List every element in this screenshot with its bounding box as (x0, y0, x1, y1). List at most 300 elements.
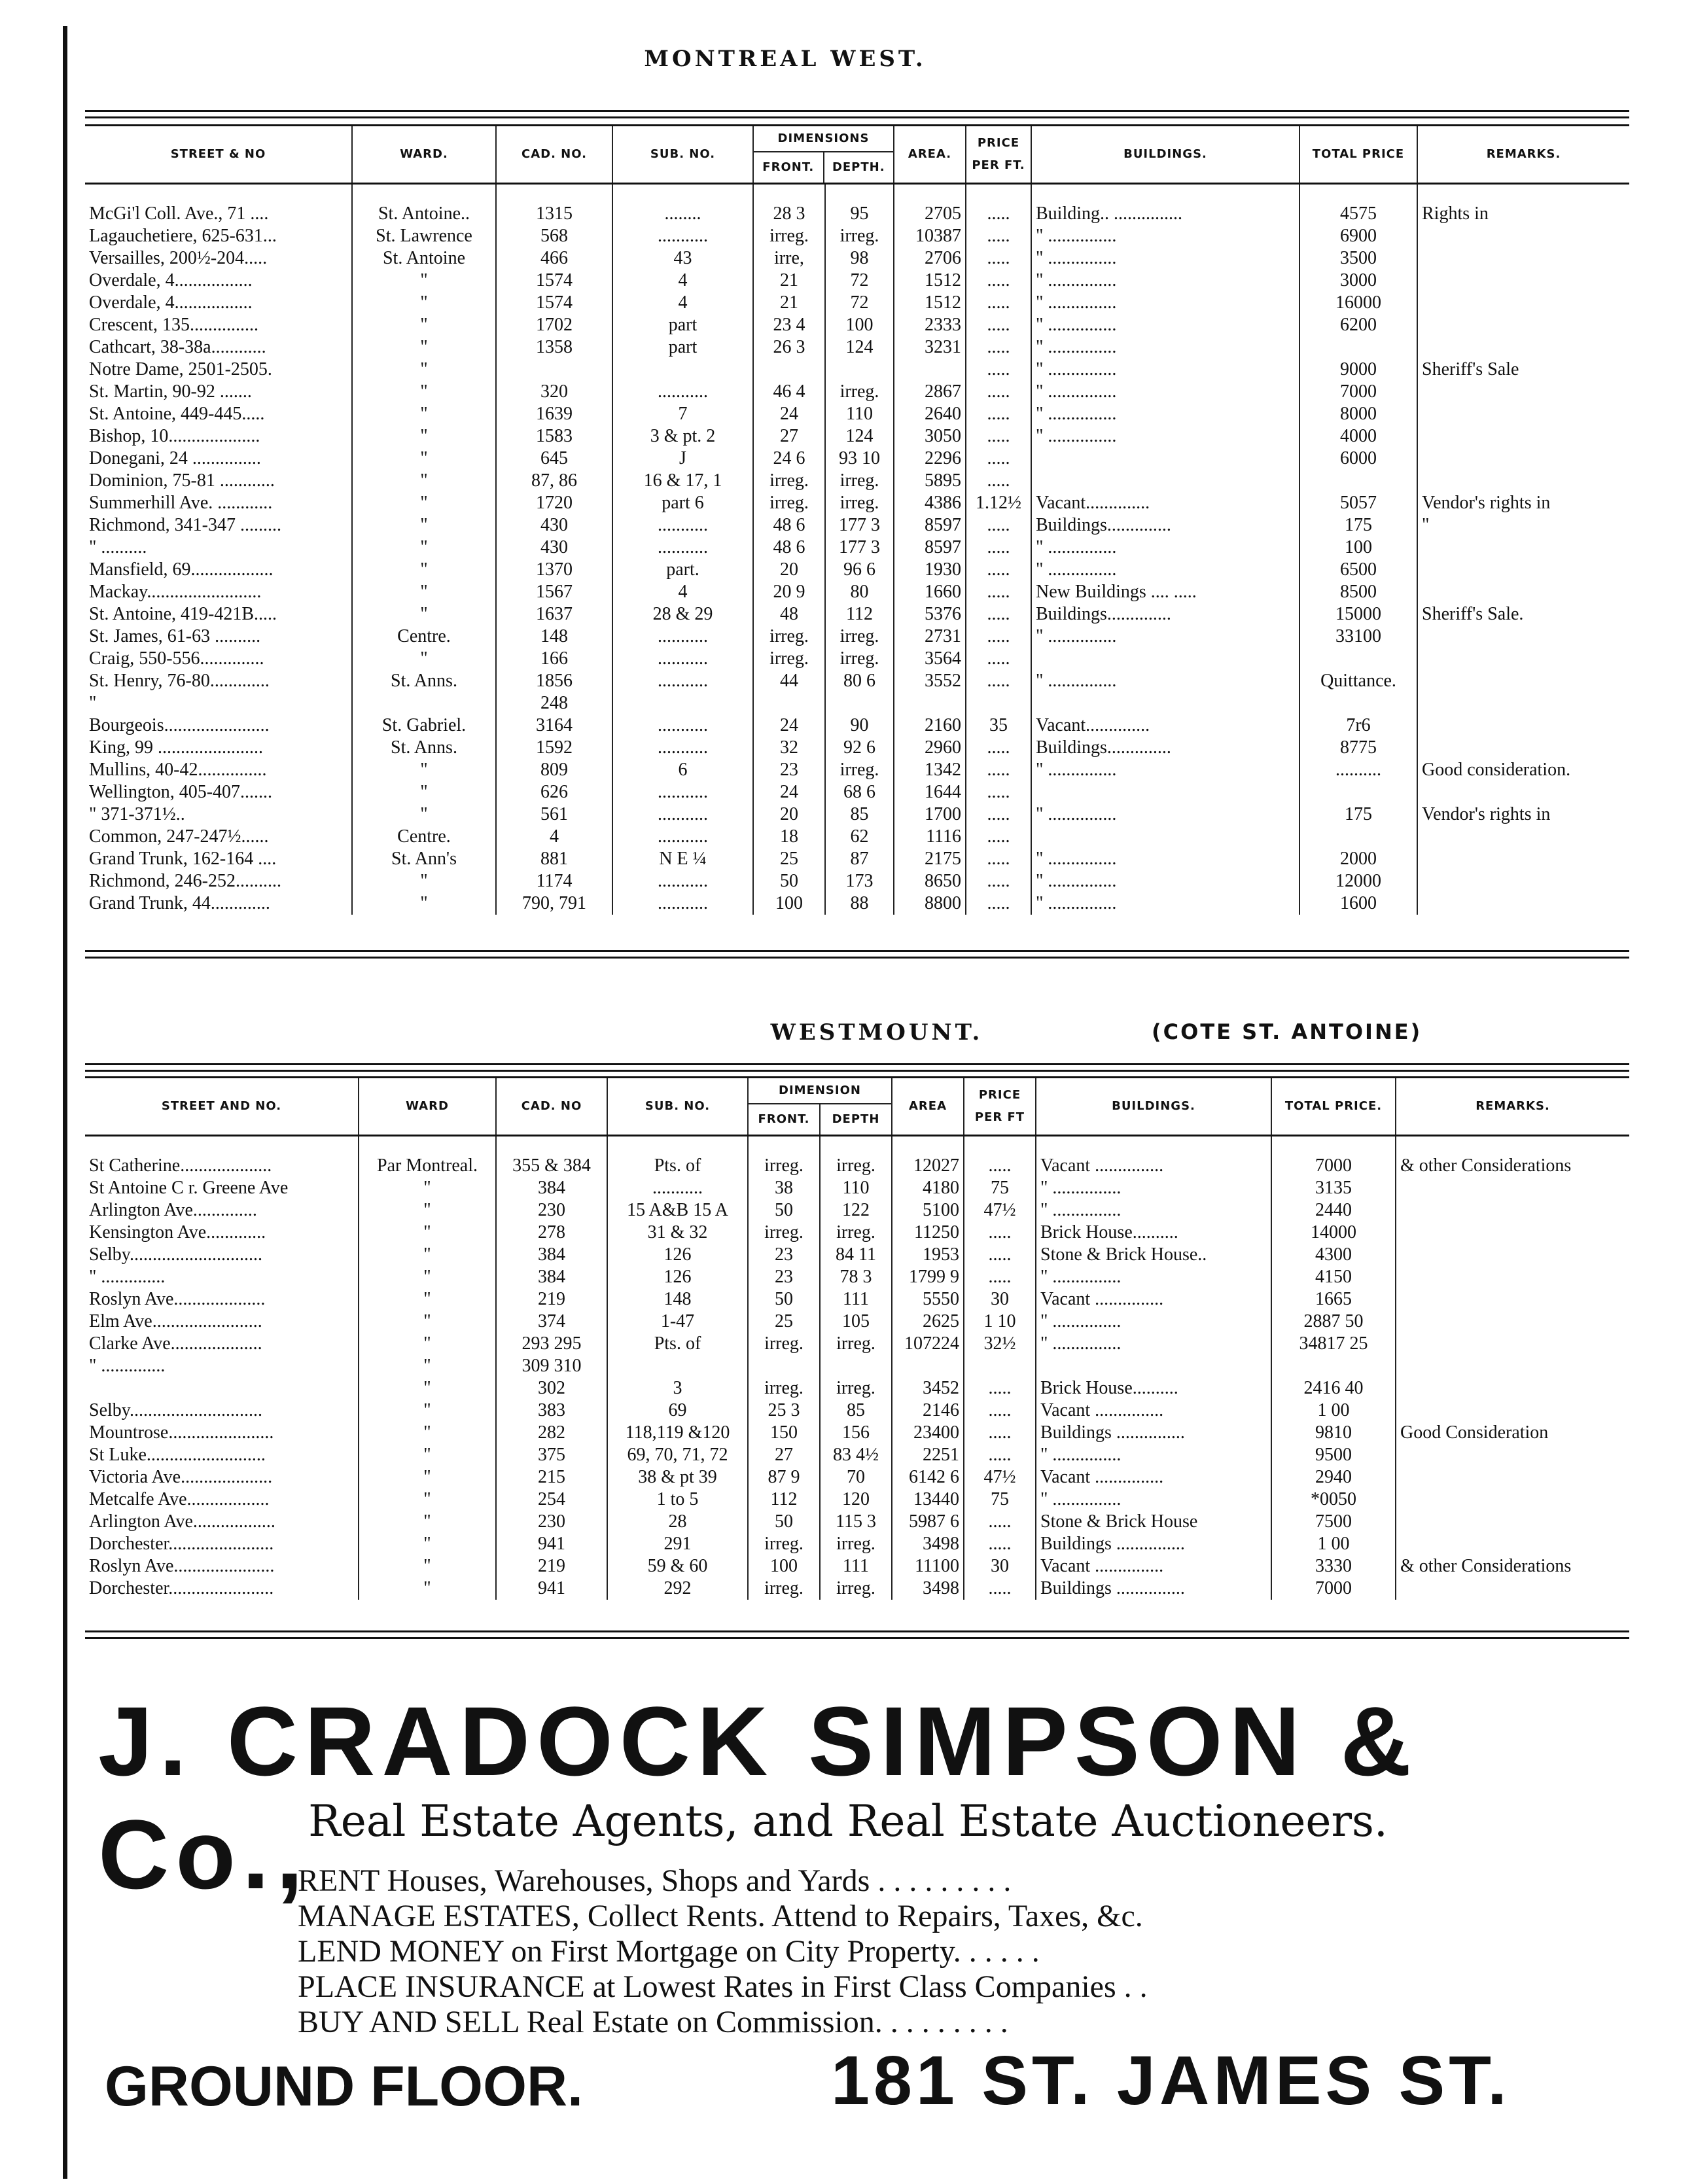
cell-total: 6000 (1299, 448, 1417, 470)
cell-buildings: " ............... (1036, 1177, 1271, 1199)
cell-depth: irreg. (825, 625, 894, 648)
cell-street: Crescent, 135............... (85, 314, 352, 336)
cell-total: 7500 (1271, 1511, 1396, 1533)
cell-buildings: " ............... (1031, 381, 1299, 403)
cell-depth: 156 (820, 1422, 892, 1444)
montreal-west-table (85, 124, 1629, 915)
cell-depth: 87 (825, 848, 894, 870)
cell-area: 2867 (894, 381, 966, 403)
divider (85, 110, 1629, 112)
cell-front: 150 (748, 1422, 820, 1444)
cell-area (894, 692, 966, 714)
header-dimensions (748, 1078, 892, 1136)
cell-buildings: " ............... (1031, 292, 1299, 314)
cell-buildings: Vacant ............... (1036, 1288, 1271, 1311)
cell-sub: ........... (612, 892, 753, 915)
cell-street: Dominion, 75-81 ............ (85, 470, 352, 492)
cell-total: 1665 (1271, 1288, 1396, 1311)
cell-remarks: Good Consideration (1400, 1422, 1549, 1443)
cell-depth (825, 692, 894, 714)
divider (85, 1637, 1629, 1639)
table-row (85, 1511, 1629, 1533)
cell-area: 5895 (894, 470, 966, 492)
cell-depth: 110 (820, 1177, 892, 1199)
cell-street: Cathcart, 38-38a............ (85, 336, 352, 359)
cell-remarks (1396, 1266, 1629, 1288)
westmount-table (85, 1076, 1629, 1600)
cell-sub: 31 & 32 (607, 1222, 748, 1244)
cell-total: 6200 (1299, 314, 1417, 336)
cell-cad: 1592 (496, 737, 612, 759)
cell-cad: 375 (496, 1444, 607, 1466)
cell-ward: Centre. (352, 826, 496, 848)
cell-total: 100 (1299, 537, 1417, 559)
cell-front: 25 (748, 1311, 820, 1333)
cell-price (966, 692, 1031, 714)
cell-total: 2940 (1271, 1466, 1396, 1488)
cell-depth: 96 6 (825, 559, 894, 581)
cell-front: 24 6 (753, 448, 825, 470)
cell-price: ..... (966, 625, 1031, 648)
cell-depth: 112 (825, 603, 894, 625)
cell-price: ..... (964, 1511, 1036, 1533)
cell-front: 27 (753, 425, 825, 448)
header-buildings: BUILDINGS. (1031, 126, 1299, 184)
table-row (85, 1155, 1629, 1177)
advert-footer-address: 181 ST. JAMES ST. (831, 2042, 1511, 2119)
cell-front: 24 (753, 403, 825, 425)
cell-front: 23 (748, 1244, 820, 1266)
cell-price: 75 (964, 1488, 1036, 1511)
cell-price: ..... (966, 225, 1031, 247)
cell-ward: " (352, 581, 496, 603)
cell-total: 12000 (1299, 870, 1417, 892)
cell-sub: 59 & 60 (607, 1555, 748, 1577)
cell-sub: ........... (612, 225, 753, 247)
cell-area: 8650 (894, 870, 966, 892)
cell-sub: N E ¼ (612, 848, 753, 870)
cell-total (1299, 336, 1417, 359)
table-row (85, 692, 1629, 714)
cell-cad: 790, 791 (496, 892, 612, 915)
header-total: TOTAL PRICE (1299, 126, 1417, 184)
cell-depth: 70 (820, 1466, 892, 1488)
cell-price: 30 (964, 1555, 1036, 1577)
table-row (85, 714, 1629, 737)
cell-cad: 1720 (496, 492, 612, 514)
cell-sub: Pts. of (607, 1155, 748, 1177)
cell-sub: ........... (612, 514, 753, 537)
cell-remarks: Vendor's rights in (1422, 493, 1551, 513)
cell-street: McGi'l Coll. Ave., 71 .... (85, 203, 352, 225)
table-row (85, 537, 1629, 559)
cell-cad: 248 (496, 692, 612, 714)
cell-remarks: & other Considerations (1400, 1155, 1572, 1176)
table-row (85, 803, 1629, 826)
table-row (85, 247, 1629, 270)
cell-buildings: " ............... (1031, 803, 1299, 826)
cell-depth: irreg. (825, 225, 894, 247)
cell-ward: " (352, 537, 496, 559)
cell-front: 26 3 (753, 336, 825, 359)
cell-price: ..... (966, 781, 1031, 803)
table-row (85, 848, 1629, 870)
cell-total: 3135 (1271, 1177, 1396, 1199)
cell-street: Mansfield, 69.................. (85, 559, 352, 581)
cell-buildings: Vacant.............. (1031, 714, 1299, 737)
cell-sub: 292 (607, 1577, 748, 1600)
cell-street: " (85, 692, 352, 714)
cell-depth: 177 3 (825, 514, 894, 537)
table-row (85, 1577, 1629, 1600)
cell-cad: 219 (496, 1288, 607, 1311)
divider (85, 950, 1629, 952)
cell-remarks (1396, 1377, 1629, 1400)
cell-remarks (1417, 870, 1629, 892)
cell-ward: St. Anns. (352, 737, 496, 759)
cell-street: Wellington, 405-407....... (85, 781, 352, 803)
cell-ward: " (359, 1511, 496, 1533)
cell-street: Kensington Ave............. (85, 1222, 359, 1244)
cell-ward: St. Antoine (352, 247, 496, 270)
cell-ward: " (352, 492, 496, 514)
cell-sub: 7 (612, 403, 753, 425)
header-cad: CAD. NO (496, 1078, 607, 1136)
cell-cad: 1358 (496, 336, 612, 359)
cell-cad: 1567 (496, 581, 612, 603)
cell-buildings: Buildings.............. (1031, 514, 1299, 537)
cell-depth: 105 (820, 1311, 892, 1333)
cell-cad: 320 (496, 381, 612, 403)
cell-area: 4386 (894, 492, 966, 514)
cell-price: ..... (964, 1444, 1036, 1466)
cell-ward: " (352, 314, 496, 336)
table-row (85, 1488, 1629, 1511)
cell-total: 15000 (1299, 603, 1417, 625)
cell-front: 23 (753, 759, 825, 781)
cell-street: Bishop, 10.................... (85, 425, 352, 448)
cell-remarks (1396, 1244, 1629, 1266)
cell-area: 2625 (892, 1311, 964, 1333)
cell-total: 1600 (1299, 892, 1417, 915)
cell-ward: " (352, 336, 496, 359)
cell-buildings: " ............... (1031, 892, 1299, 915)
cell-cad: 1637 (496, 603, 612, 625)
cell-buildings (1031, 781, 1299, 803)
cell-ward: St. Ann's (352, 848, 496, 870)
table-row (85, 1311, 1629, 1333)
cell-price: ..... (966, 425, 1031, 448)
cell-cad: 278 (496, 1222, 607, 1244)
divider (85, 957, 1629, 959)
header-depth: DEPTH (832, 1112, 880, 1126)
header-area: AREA (892, 1078, 964, 1136)
cell-area: 2296 (894, 448, 966, 470)
cell-total (1299, 826, 1417, 848)
cell-total: .......... (1299, 759, 1417, 781)
cell-front: 50 (748, 1511, 820, 1533)
cell-street: St Catherine.................... (85, 1155, 359, 1177)
cell-front (753, 692, 825, 714)
cell-depth: 78 3 (820, 1266, 892, 1288)
cell-remarks (1417, 848, 1629, 870)
table-row (85, 492, 1629, 514)
cell-area: 3552 (894, 670, 966, 692)
cell-area: 3231 (894, 336, 966, 359)
cell-street: Roslyn Ave...................... (85, 1555, 359, 1577)
cell-remarks (1396, 1222, 1629, 1244)
cell-street: Victoria Ave.................... (85, 1466, 359, 1488)
table-row (85, 359, 1629, 381)
cell-sub: 118,119 &120 (607, 1422, 748, 1444)
cell-remarks (1417, 826, 1629, 848)
cell-remarks (1417, 403, 1629, 425)
cell-buildings: New Buildings .... ..... (1031, 581, 1299, 603)
cell-area: 10387 (894, 225, 966, 247)
cell-sub: 28 & 29 (612, 603, 753, 625)
cell-front: 44 (753, 670, 825, 692)
cell-remarks (1417, 381, 1629, 403)
cell-ward: St. Anns. (352, 670, 496, 692)
cell-street: King, 99 ....................... (85, 737, 352, 759)
cell-price: ..... (964, 1422, 1036, 1444)
cell-remarks (1417, 225, 1629, 247)
cell-total: 9000 (1299, 359, 1417, 381)
cell-price: ..... (966, 537, 1031, 559)
cell-sub: 3 (607, 1377, 748, 1400)
cell-ward: " (352, 870, 496, 892)
cell-front: 23 (748, 1266, 820, 1288)
cell-street (85, 1377, 359, 1400)
cell-sub: 38 & pt 39 (607, 1466, 748, 1488)
cell-front: 24 (753, 714, 825, 737)
cell-sub: part (612, 336, 753, 359)
cell-street: St. Antoine, 419-421B..... (85, 603, 352, 625)
cell-remarks (1396, 1177, 1629, 1199)
cell-total: 4300 (1271, 1244, 1396, 1266)
cell-cad: 293 295 (496, 1333, 607, 1355)
cell-front: irreg. (748, 1533, 820, 1555)
cell-sub: ........... (612, 870, 753, 892)
westmount-title: WESTMOUNT. (770, 1019, 983, 1046)
cell-price: ..... (966, 359, 1031, 381)
cell-ward: " (352, 470, 496, 492)
header-remarks: REMARKS. (1396, 1078, 1629, 1136)
cell-cad: 430 (496, 537, 612, 559)
header-remarks: REMARKS. (1417, 126, 1629, 184)
cell-front: 21 (753, 270, 825, 292)
table-row (85, 292, 1629, 314)
cell-front: irreg. (753, 492, 825, 514)
divider (85, 116, 1629, 118)
cell-street: Roslyn Ave.................... (85, 1288, 359, 1311)
cell-street: Mountrose....................... (85, 1422, 359, 1444)
table-row (85, 1266, 1629, 1288)
cell-ward: " (359, 1466, 496, 1488)
table-row (85, 892, 1629, 915)
cell-price: ..... (966, 403, 1031, 425)
cell-total: 175 (1299, 803, 1417, 826)
cell-price: ..... (966, 670, 1031, 692)
cell-sub: 4 (612, 270, 753, 292)
table-row (85, 514, 1629, 537)
cell-ward: " (359, 1577, 496, 1600)
cell-street: Common, 247-247½...... (85, 826, 352, 848)
cell-buildings: " ............... (1031, 870, 1299, 892)
cell-sub: ........... (607, 1177, 748, 1199)
cell-buildings (1031, 470, 1299, 492)
cell-price: 47½ (964, 1466, 1036, 1488)
cell-ward: " (359, 1377, 496, 1400)
cell-sub: 1-47 (607, 1311, 748, 1333)
cell-cad: 215 (496, 1466, 607, 1488)
spacer-row (85, 184, 1629, 203)
table-row (85, 1377, 1629, 1400)
cell-area: 2706 (894, 247, 966, 270)
cell-ward: " (359, 1555, 496, 1577)
cell-total: 3500 (1299, 247, 1417, 270)
cell-front: irreg. (753, 648, 825, 670)
cell-total: 7r6 (1299, 714, 1417, 737)
cell-ward: " (352, 803, 496, 826)
table-row (85, 314, 1629, 336)
cell-cad: 230 (496, 1511, 607, 1533)
cell-total: *0050 (1271, 1488, 1396, 1511)
cell-sub: ........... (612, 537, 753, 559)
cell-buildings: Vacant ............... (1036, 1155, 1271, 1177)
cell-front: 20 9 (753, 581, 825, 603)
cell-sub: J (612, 448, 753, 470)
cell-depth: 72 (825, 270, 894, 292)
cell-price: ..... (966, 336, 1031, 359)
cell-price: ..... (966, 759, 1031, 781)
cell-remarks (1417, 537, 1629, 559)
cell-buildings: Brick House.......... (1036, 1377, 1271, 1400)
cell-front: 48 (753, 603, 825, 625)
cell-buildings (1031, 826, 1299, 848)
cell-street: Overdale, 4................. (85, 292, 352, 314)
cell-street: " .............. (85, 1355, 359, 1377)
cell-street: Bourgeois....................... (85, 714, 352, 737)
cell-ward: " (359, 1288, 496, 1311)
cell-buildings: " ............... (1031, 625, 1299, 648)
cell-sub: part. (612, 559, 753, 581)
cell-depth: 72 (825, 292, 894, 314)
cell-buildings: " ............... (1031, 359, 1299, 381)
cell-buildings: " ............... (1036, 1333, 1271, 1355)
cell-remarks (1417, 559, 1629, 581)
cell-front: 27 (748, 1444, 820, 1466)
cell-cad: 4 (496, 826, 612, 848)
cell-sub: ........... (612, 625, 753, 648)
cell-sub: ........... (612, 381, 753, 403)
cell-price: ..... (966, 203, 1031, 225)
cell-buildings: Building.. ............... (1031, 203, 1299, 225)
cell-price: ..... (966, 870, 1031, 892)
advert-tagline: Real Estate Agents, and Real Estate Auctioneers. (308, 1796, 1388, 1846)
header-price: PRICE PER FT (964, 1078, 1036, 1136)
cell-depth: 111 (820, 1288, 892, 1311)
table-row (85, 759, 1629, 781)
table-row (85, 425, 1629, 448)
table-row (85, 625, 1629, 648)
cell-ward: " (352, 403, 496, 425)
westmount-subtitle: (COTE ST. ANTOINE) (1152, 1019, 1422, 1044)
cell-area: 2160 (894, 714, 966, 737)
cell-sub: 148 (607, 1288, 748, 1311)
cell-street: Donegani, 24 ............... (85, 448, 352, 470)
cell-price: ..... (966, 292, 1031, 314)
table-row (85, 781, 1629, 803)
cell-total: 5057 (1299, 492, 1417, 514)
cell-area: 5987 6 (892, 1511, 964, 1533)
header-front: FRONT. (754, 152, 824, 183)
cell-ward: " (352, 448, 496, 470)
cell-buildings (1031, 692, 1299, 714)
cell-remarks (1417, 448, 1629, 470)
cell-ward: " (359, 1177, 496, 1199)
cell-buildings (1031, 648, 1299, 670)
table-row (85, 403, 1629, 425)
cell-ward: Par Montreal. (359, 1155, 496, 1177)
cell-front: 100 (748, 1555, 820, 1577)
cell-price: ..... (966, 448, 1031, 470)
cell-cad (496, 359, 612, 381)
cell-front: 32 (753, 737, 825, 759)
cell-cad: 384 (496, 1266, 607, 1288)
header-ward: WARD (359, 1078, 496, 1136)
cell-price: 75 (964, 1177, 1036, 1199)
cell-cad: 881 (496, 848, 612, 870)
cell-total: 33100 (1299, 625, 1417, 648)
cell-remarks (1417, 292, 1629, 314)
cell-street: Metcalfe Ave.................. (85, 1488, 359, 1511)
cell-area: 5100 (892, 1199, 964, 1222)
cell-street: Overdale, 4................. (85, 270, 352, 292)
header-street: STREET AND NO. (85, 1078, 359, 1136)
cell-price: ..... (964, 1266, 1036, 1288)
table-row (85, 1422, 1629, 1444)
cell-remarks: & other Considerations (1400, 1556, 1572, 1576)
cell-total (1299, 781, 1417, 803)
cell-total: 4575 (1299, 203, 1417, 225)
cell-cad: 3164 (496, 714, 612, 737)
cell-remarks (1396, 1488, 1629, 1511)
cell-price: ..... (966, 603, 1031, 625)
table-row (85, 1333, 1629, 1355)
cell-depth: irreg. (825, 648, 894, 670)
table-row (85, 448, 1629, 470)
cell-total: 3000 (1299, 270, 1417, 292)
cell-sub: 126 (607, 1244, 748, 1266)
cell-depth: irreg. (820, 1333, 892, 1355)
cell-area: 4180 (892, 1177, 964, 1199)
cell-street: Grand Trunk, 162-164 .... (85, 848, 352, 870)
table-row (85, 381, 1629, 403)
table-row (85, 1244, 1629, 1266)
cell-price: 1 10 (964, 1311, 1036, 1333)
cell-depth: 95 (825, 203, 894, 225)
cell-sub: 4 (612, 292, 753, 314)
cell-area: 3498 (892, 1577, 964, 1600)
cell-remarks: Sheriff's Sale. (1422, 604, 1524, 624)
cell-sub: Pts. of (607, 1333, 748, 1355)
cell-total: 1 00 (1271, 1533, 1396, 1555)
cell-remarks: Vendor's rights in (1422, 804, 1551, 824)
cell-price: ..... (966, 559, 1031, 581)
cell-cad: 430 (496, 514, 612, 537)
cell-remarks (1417, 247, 1629, 270)
